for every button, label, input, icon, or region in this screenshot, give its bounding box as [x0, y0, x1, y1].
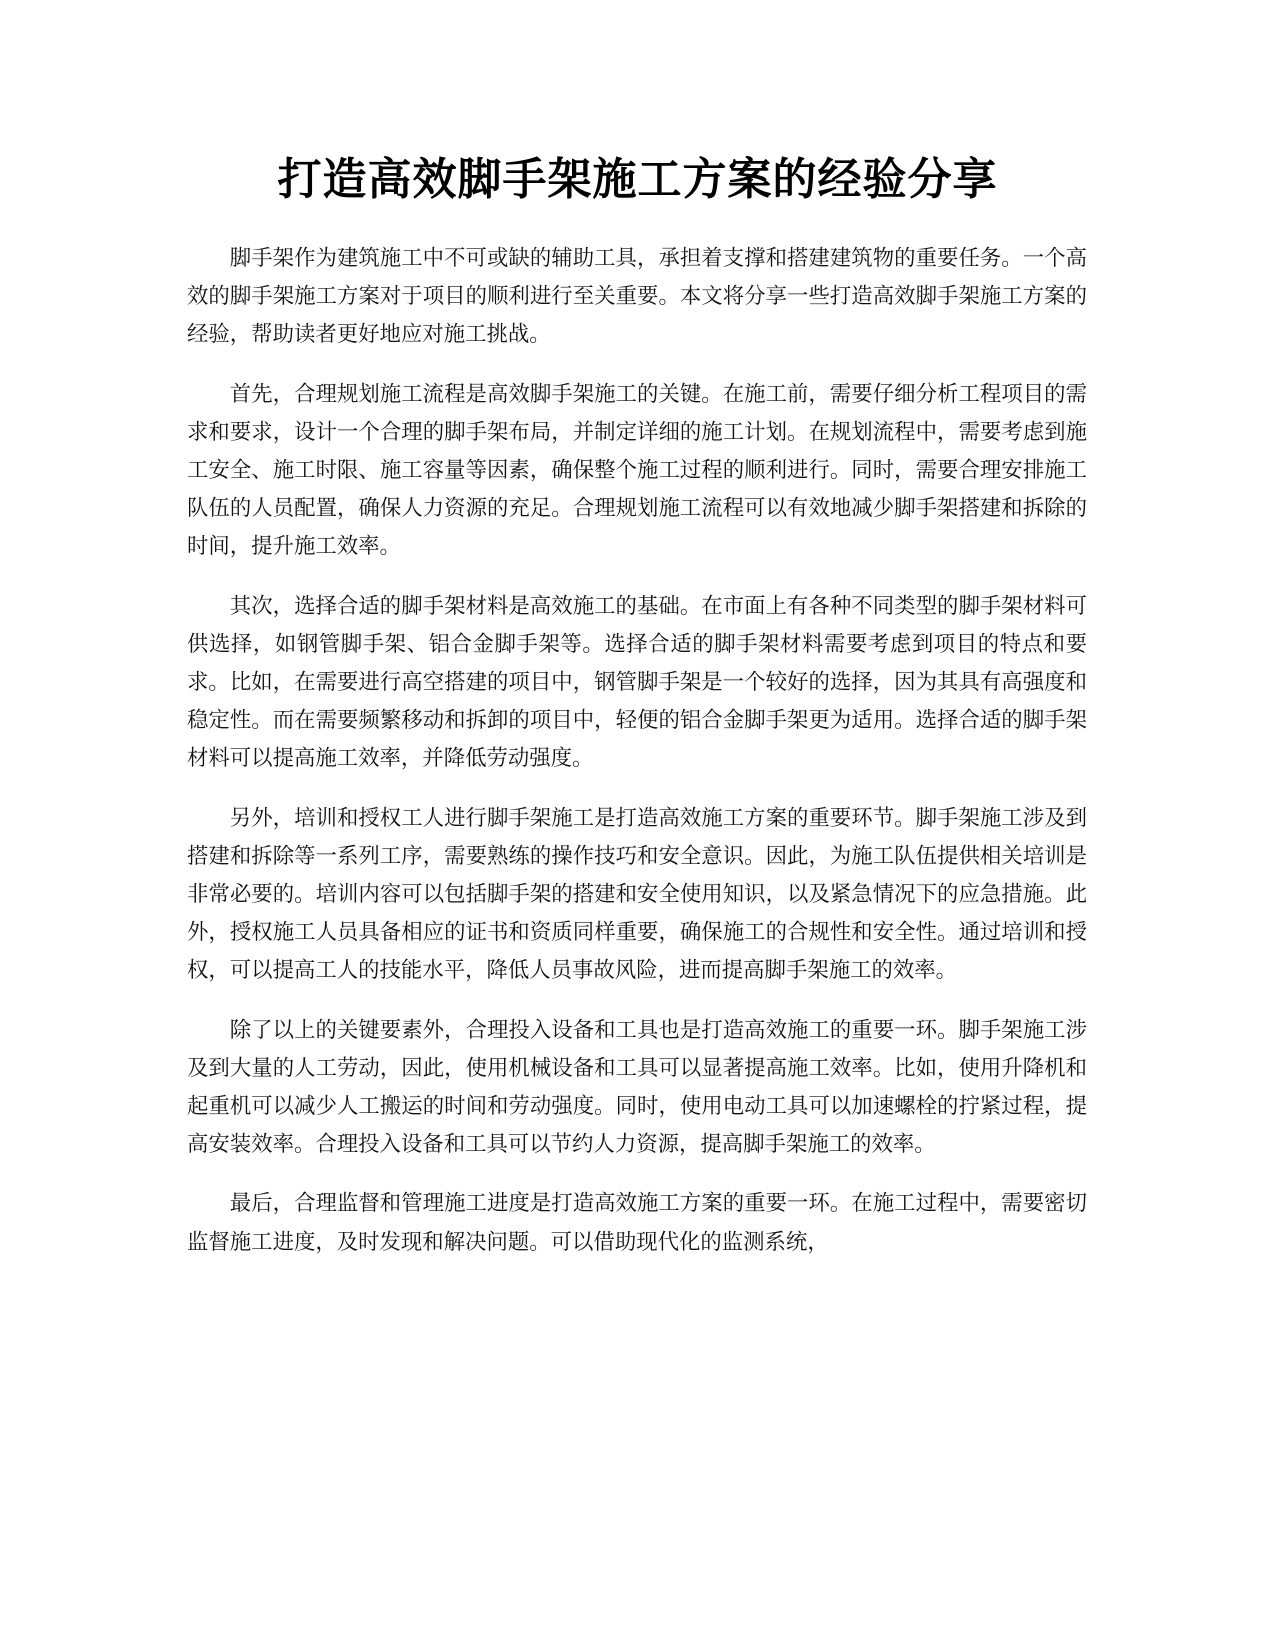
- paragraph-equipment: 除了以上的关键要素外，合理投入设备和工具也是打造高效施工的重要一环。脚手架施工涉及到大量的人工劳动，因此，使用机械设备和工具可以显著提高施工效率。比如，使用升降机和起重机可以减少人工搬运的时间和劳动强度。同时，使用电动工具可以加速螺栓的拧紧过程，提高安装效率。合理投入设备和工具可以节约人力资源，提高脚手架施工的效率。: [187, 1017, 1087, 1158]
- paragraph-planning: 首先，合理规划施工流程是高效脚手架施工的关键。在施工前，需要仔细分析工程项目的需求和要求，设计一个合理的脚手架布局，并制定详细的施工计划。在规划流程中，需要考虑到施工安全、施工时限、施工容量等因素，确保整个施工过程的顺利进行。同时，需要合理安排施工队伍的人员配置，确保人力资源的充足。合理规划施工流程可以有效地减少脚手架搭建和拆除的时间，提升施工效率。: [187, 381, 1087, 560]
- document-body: [187, 240, 1087, 1283]
- paragraph-training: 另外，培训和授权工人进行脚手架施工是打造高效施工方案的重要环节。脚手架施工涉及到搭建和拆除等一系列工序，需要熟练的操作技巧和安全意识。因此，为施工队伍提供相关培训是非常必要的。培训内容可以包括脚手架的搭建和安全使用知识，以及紧急情况下的应急措施。此外，授权施工人员具备相应的证书和资质同样重要，确保施工的合规性和安全性。通过培训和授权，可以提高工人的技能水平，降低人员事故风险，进而提高脚手架施工的效率。: [187, 805, 1087, 984]
- paragraph-supervision: 最后，合理监督和管理施工进度是打造高效施工方案的重要一环。在施工过程中，需要密切监督施工进度，及时发现和解决问题。可以借助现代化的监测系统，: [187, 1191, 1087, 1255]
- document-title: 打造高效脚手架施工方案的经验分享: [277, 154, 998, 205]
- paragraph-materials: 其次，选择合适的脚手架材料是高效施工的基础。在市面上有各种不同类型的脚手架材料可供选择，如钢管脚手架、铝合金脚手架等。选择合适的脚手架材料需要考虑到项目的特点和要求。比如，在需要进行高空搭建的项目中，钢管脚手架是一个较好的选择，因为其具有高强度和稳定性。而在需要频繁移动和拆卸的项目中，轻便的铝合金脚手架更为适用。选择合适的脚手架材料可以提高施工效率，并降低劳动强度。: [187, 593, 1087, 772]
- paragraph-intro: 脚手架作为建筑施工中不可或缺的辅助工具，承担着支撑和搭建建筑物的重要任务。一个高效的脚手架施工方案对于项目的顺利进行至关重要。本文将分享一些打造高效脚手架施工方案的经验，帮助读者更好地应对施工挑战。: [187, 246, 1087, 348]
